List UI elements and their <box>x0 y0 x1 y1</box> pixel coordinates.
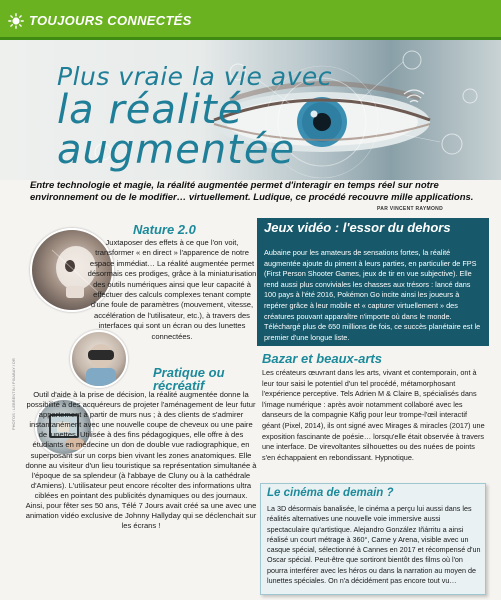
photo-credit-left: PHOTOS : LEBRENTIN / PIXABAY / DR <box>11 358 16 430</box>
right-column <box>257 218 489 590</box>
section-header <box>0 0 501 40</box>
bazar-body: Les créateurs œuvrant dans les arts, vivant et contemporain, ont à leur tour saisi le potentiel d'un tel procédé, métamorphosant l'expérience perceptive. Tels Adrien M & Claire B, spécialisés dans l'image numérique : après avoir notamment collaboré avec les danseurs de la compagnie Käfig pour leur trompe-l'œil interactif géant (Pixel, 2014), ils ont signé avec Mirages & miracles (2017) une exposition fascinante de poésie… lorsqu'elle était observée à travers une interface. De virevoltantes silhouettes ou des nuées de points s'en échappaient en rebondissant. Hypnotique. <box>262 368 485 462</box>
byline: PAR VINCENT RAYMOND <box>377 206 443 212</box>
jeux-box <box>257 218 489 346</box>
hero-title-line3: augmentée <box>57 127 296 173</box>
hero-title-line2: la réalité <box>57 87 244 133</box>
hero-title-line1: Plus vraie la vie avec <box>57 62 333 91</box>
sun-icon <box>8 13 24 29</box>
cinema-heading: Le cinéma de demain ? <box>267 487 394 499</box>
jeux-heading: Jeux vidéo : l'essor du dehors <box>264 220 451 235</box>
section-title: TOUJOURS CONNECTÉS <box>29 13 192 28</box>
bazar-heading: Bazar et beaux-arts <box>262 351 382 366</box>
cinema-body: La 3D désormais banalisée, le cinéma a perçu lui aussi dans les réalités alternatives une nouvelle voie immersive aussi spectaculaire qu'artistique. Alejandro González Iñárritu a ainsi réalisé un court métrage à 360°, Carne y Arena, visible avec un casque spécial, sélectionné à Cannes en 2017 et récompensé d'un Oscar spécial. Peut-être que sortiront bientôt des films où l'on pourra interférer avec les héros ou dans la narration au moyen de lunettes spéciales. On n'a décidément pas encore tout vu… <box>267 504 481 586</box>
pratique-heading: Pratique ou récréatif <box>153 365 225 393</box>
pratique-body: Outil d'aide à la prise de décision, la réalité augmentée donne la possibilité à des acquéreurs de projeter l'aménagement de leur futur appartement à partir de murs nus ; à des clients de s'admirer instantanément avec une nouvelle coupe de cheveux ou une paire de lunettes. Utilisée à des fins pédagogiques, elle offre à des étudiants en médecine un don de double vue radiographique, en superposant sur un corps bien vivant les zones anatomiques. Elle donne au visiteur d'un lieu touristique sa représentation simultanée à l'époque de sa splendeur (à l'abbaye de Cluny ou à la cathédrale d'Amiens). L'utilisateur peut encore récolter des informations ultra ciblées en pointant des publicités dynamiques ou des journaux. Ainsi, pour fêter ses 50 ans, Télé 7 Jours avait créé sa une avec une animation vidéo exclusive de Johnny Hallyday qui se déclenchait sur les écrans ! <box>25 390 257 531</box>
intro-text: Entre technologie et magie, la réalité augmentée permet d'interagir en temps réel sur notre environnement ou de le modifier… virtuellement. Ludique, ce procédé recouvre mille applications. <box>30 180 474 203</box>
left-column <box>25 218 257 590</box>
nature-body: Juxtaposer des effets à ce que l'on voit, transformer « en direct » l'apparence de notre espace immédiat… La réalité augmentée permet désormais ces prodiges, grâce à la miniaturisation des outils numériques ainsi que leur capacité à effectuer des calculs complexes tenant compte d'une foule de paramètres (mouvement, vitesse, accélération de l'utilisateur, etc.), à travers des interfaces qui sont un écran ou des lunettes connectées. <box>87 238 257 341</box>
hero-banner <box>0 40 501 180</box>
nature-heading: Nature 2.0 <box>133 222 196 237</box>
jeux-body: Aubaine pour les amateurs de sensations fortes, la réalité augmentée ajoute du piment à leurs parties, en particulier de FPS (First Person Shooter Games, jeux de tir en vue subjective). Elle rend aussi plus conviviales les chasses aux trésors : lancé dans 100 pays à l'été 2016, Pokémon Go incite ainsi les joueurs à repérer grâce à leur mobile et « capturer virtuellement » des créatures pouvant apparaître n'importe où dans le monde. Téléchargé plus de 650 millions de fois, ce succès planétaire est le premier d'une longue liste. <box>264 248 481 342</box>
cinema-box <box>260 483 486 595</box>
